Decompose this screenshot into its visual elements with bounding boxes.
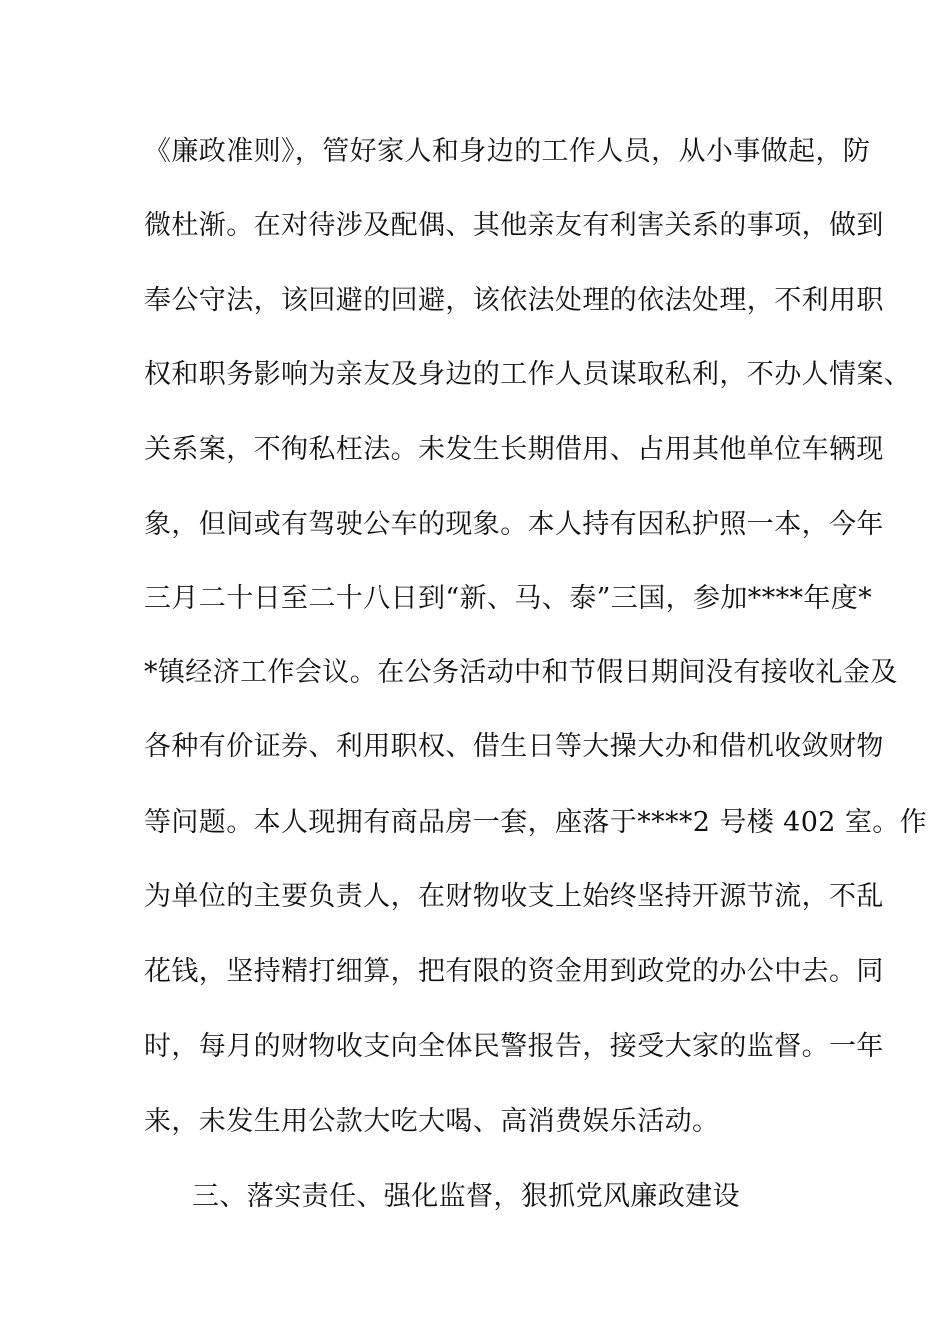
paragraph-line: 花钱，坚持精打细算，把有限的资金用到政党的办公中去。同 (144, 956, 884, 987)
paragraph-line: 微杜渐。在对待涉及配偶、其他亲友有利害关系的事项，做到 (144, 210, 884, 241)
paragraph-line: *镇经济工作会议。在公务活动中和节假日期间没有接收礼金及 (144, 657, 898, 688)
paragraph-line: 时，每月的财物收支向全体民警报告，接受大家的监督。一年 (144, 1031, 884, 1062)
paragraph-line: 等问题。本人现拥有商品房一套，座落于****2 号楼 402 室。作 (144, 807, 928, 838)
paragraph-line: 关系案，不徇私枉法。未发生长期借用、占用其他单位车辆现 (144, 434, 884, 465)
paragraph-line: 各种有价证券、利用职权、借生日等大操大办和借机收敛财物 (144, 731, 884, 762)
paragraph-line: 象，但间或有驾驶公车的现象。本人持有因私护照一本，今年 (144, 509, 884, 540)
paragraph-line: 三月二十日至二十八日到“新、马、泰”三国，参加****年度* (144, 583, 873, 614)
section-heading: 三、落实责任、强化监督，狠抓党风廉政建设 (192, 1181, 740, 1212)
paragraph-line: 为单位的主要负责人，在财物收支上始终坚持开源节流，不乱 (144, 881, 884, 912)
paragraph-line: 《廉政准则》，管好家人和身边的工作人员，从小事做起，防 (144, 136, 871, 167)
paragraph-line: 来，未发生用公款大吃大喝、高消费娱乐活动。 (144, 1106, 720, 1137)
paragraph-line: 奉公守法，该回避的回避，该依法处理的依法处理，不利用职 (144, 285, 884, 316)
paragraph-line: 权和职务影响为亲友及身边的工作人员谋取私利，不办人情案、 (144, 359, 912, 390)
